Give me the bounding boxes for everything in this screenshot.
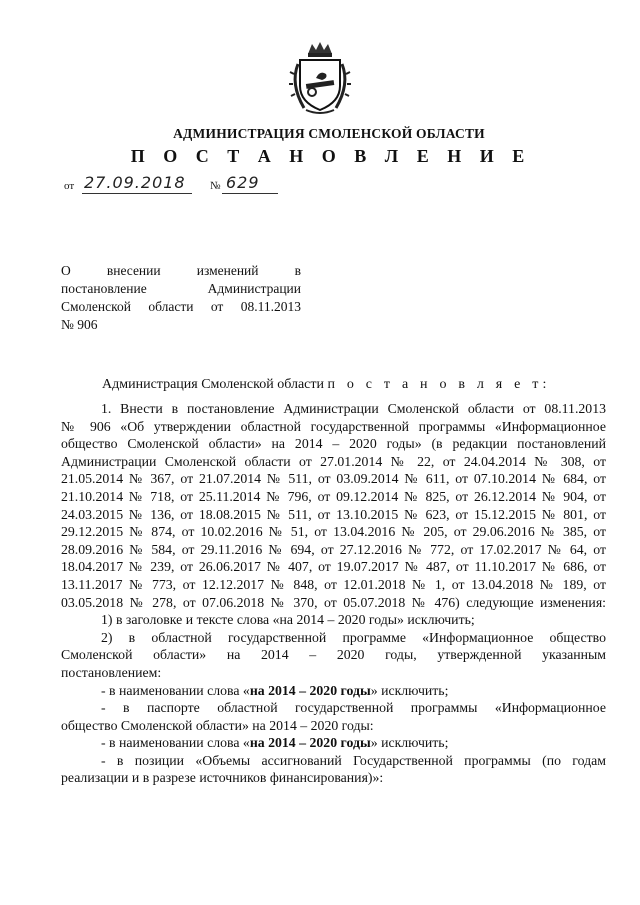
body-line: 03.05.2018 № 278, от 07.06.2018 № 370, от 05.07.2018 № 476) следующие изменения: [61,594,606,610]
intro-verb: п о с т а н о в л я е т: [327,377,551,392]
subject-line: Смоленской области от 08.11.2013 [61,299,301,314]
body-line: - в паспорте областной государственной программы «Информационное [101,700,606,716]
dash1-pre: - в наименовании слова « [101,682,250,698]
smolensk-coat-of-arms-icon [288,40,352,116]
date-prefix: от [64,180,75,192]
body-line: постановлением: [61,664,162,680]
body-line: 24.03.2015 № 136, от 18.08.2015 № 511, от 13.10.2015 № 623, от 15.12.2015 № 801, от [61,506,606,522]
body-line: 21.10.2014 № 718, от 25.11.2014 № 796, от 09.12.2014 № 825, от 26.12.2014 № 904, от [61,488,606,504]
dash1-post: » исключить; [370,682,449,698]
dash3-pre: - в наименовании слова « [101,735,250,751]
subject-line: О внесении изменений в [61,263,301,278]
body-line [61,734,606,752]
number-underline [222,193,278,194]
number-prefix: № [210,180,221,192]
body-line: общество Смоленской области» на 2014 – 2020 годы» (в редакции постановлений [61,436,606,452]
body-line: 1) в заголовке и тексте слова «на 2014 – 2020 годы» исключить; [101,612,475,628]
body-line: Смоленской области» на 2014 – 2020 годы, утвержденной указанным [61,647,606,663]
body-line: 18.04.2017 № 239, от 26.06.2017 № 407, от 19.07.2017 № 487, от 11.10.2017 № 686, от [61,559,606,575]
date-underline [82,193,192,194]
dash3-bold: на 2014 – 2020 годы [249,735,371,751]
body-line: - в позиции «Объемы ассигнований Государственной программы (по годам [101,752,606,768]
body-line: 13.11.2017 № 773, от 12.12.2017 № 848, от 12.01.2018 № 1, от 13.04.2018 № 189, от [61,576,606,592]
body-line: 28.09.2016 № 584, от 29.11.2016 № 694, от 27.12.2016 № 772, от 17.02.2017 № 64, от [61,541,606,557]
document-type: П О С Т А Н О В Л Е Н И Е [130,146,532,166]
body-line [61,682,606,700]
body-line: 2) в областной государственной программе «Информационное общество [101,629,606,645]
resolution-intro [102,377,551,393]
body-line: общество Смоленской области» на 2014 – 2020 годы: [61,717,374,733]
body-line: № 906 «Об утверждении областной государственной программы «Информационное [61,418,606,434]
intro-text: Администрация Смоленской области [102,377,325,392]
organization-name: АДМИНИСТРАЦИЯ СМОЛЕНСКОЙ ОБЛАСТИ [173,126,485,141]
subject-line: постановление Администрации [61,281,301,296]
document-subject [61,262,301,334]
body-line: 29.12.2015 № 874, от 10.02.2016 № 51, от 13.04.2016 № 205, от 29.06.2016 № 385, от [61,524,606,540]
body-line: Администрации Смоленской области от 27.01.2014 № 22, от 24.04.2014 № 308, от [61,453,606,469]
number-value: 629 [226,173,260,192]
date-value: 27.09.2018 [84,173,186,192]
body-line: реализации и в разрезе источников финансирования)»: [61,770,384,786]
dash1-bold: на 2014 – 2020 годы [249,682,371,698]
subject-line: № 906 [61,317,98,332]
body-line: 1. Внести в постановление Администрации Смоленской области от 08.11.2013 [101,401,606,416]
document-body [61,400,606,787]
dash3-post: » исключить; [370,735,449,751]
body-line: 21.05.2014 № 367, от 21.07.2014 № 511, от 03.09.2014 № 611, от 07.10.2014 № 684, от [61,471,606,487]
